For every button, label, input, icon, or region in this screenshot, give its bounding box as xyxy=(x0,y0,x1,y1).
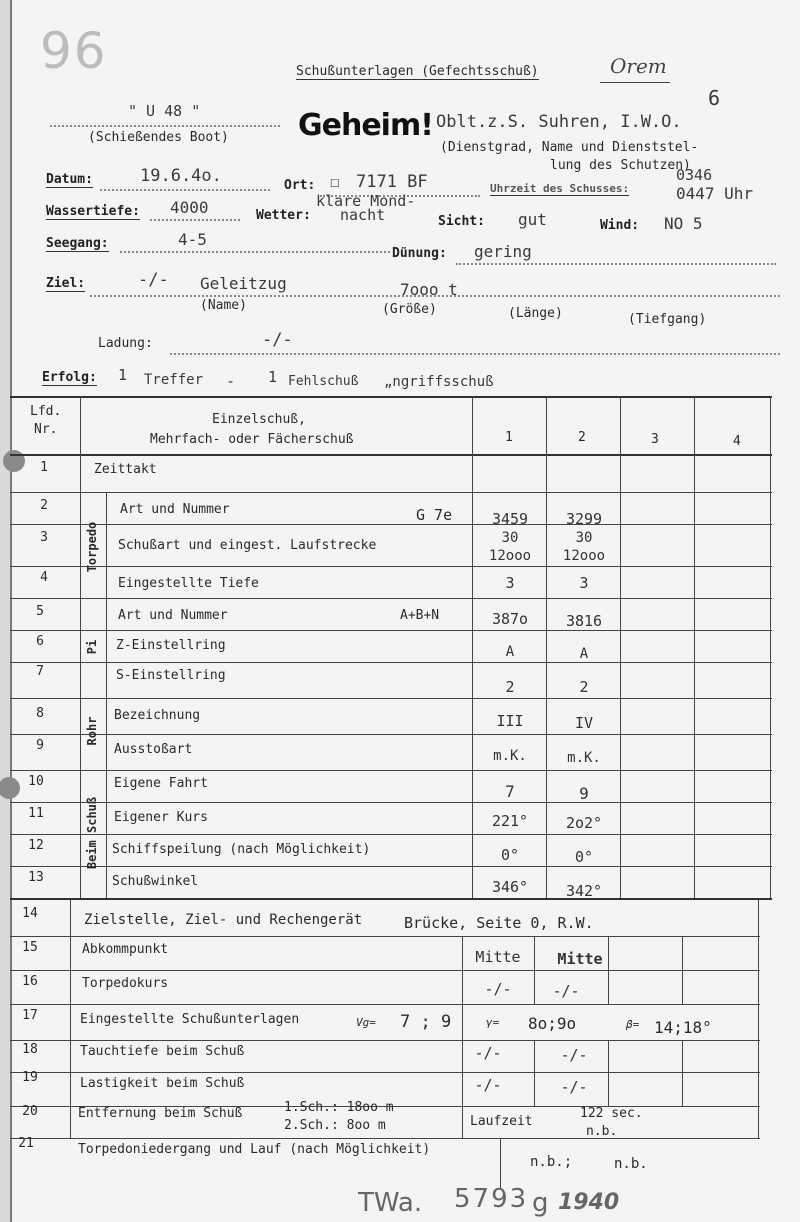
row-21-label: Torpedoniedergang und Lauf (nach Möglichkeit) xyxy=(78,1142,431,1157)
duenung-value: gering xyxy=(474,242,532,261)
row-6-col-2: A xyxy=(579,646,589,662)
wetter-label: Wetter: xyxy=(256,208,311,223)
row-rule-5 xyxy=(10,630,772,631)
row-18-label: Tauchtiefe beim Schuß xyxy=(80,1044,245,1059)
archive-stamp-number: 5793 xyxy=(454,1184,529,1214)
row-5-col-2: 3816 xyxy=(565,612,603,630)
lower-rule-1 xyxy=(462,936,463,1138)
row-8-label: Bezeichnung xyxy=(114,708,201,723)
row-rule-7 xyxy=(10,698,772,699)
row-rule-3 xyxy=(10,566,772,567)
officer-label-1: (Dienstgrad, Name und Dienststel- xyxy=(440,140,699,155)
erfolg-treffer: Treffer xyxy=(144,372,204,388)
row-rule-11 xyxy=(10,834,772,835)
row-4-col-1: 3 xyxy=(505,574,515,592)
seegang-label: Seegang: xyxy=(46,236,109,251)
erfolg-count-2: 1 xyxy=(268,368,278,386)
row-17-gamma: 8o;9o xyxy=(528,1014,577,1033)
row-3-col-1b: 12ooo xyxy=(488,548,532,564)
sicht-value: gut xyxy=(518,210,547,229)
row-rule-2 xyxy=(10,524,772,525)
row-13-no: 13 xyxy=(28,870,44,885)
row-2-label: Art und Nummer xyxy=(120,502,230,517)
col-rule-3 xyxy=(620,396,621,898)
row-20-laufzeit-label: Laufzeit xyxy=(470,1114,533,1129)
ort-label: Ort: xyxy=(284,178,316,193)
officer: Oblt.z.S. Suhren, I.W.O. xyxy=(436,112,682,132)
row-2-extra: G 7e xyxy=(416,506,453,524)
row-1-label: Zeittakt xyxy=(94,462,157,477)
wind-label: Wind: xyxy=(600,218,640,233)
col-rule-1 xyxy=(472,396,473,898)
row-20-laufzeit-2: n.b. xyxy=(586,1124,618,1139)
laenge-label: (Länge) xyxy=(508,306,563,321)
row-13-label: Schußwinkel xyxy=(112,874,199,889)
boat-name: " U 48 " xyxy=(128,102,201,120)
row-8-col-1: III xyxy=(496,712,524,730)
row-rule-15 xyxy=(10,970,760,971)
row-21-no: 21 xyxy=(18,1136,34,1151)
row-10-col-1: 7 xyxy=(505,782,515,801)
row-2-col-2: 3299 xyxy=(565,510,603,528)
row-rule-14 xyxy=(10,936,760,937)
erfolg-fehlschuss: Fehlschuß xyxy=(288,374,359,389)
row-20-laufzeit-1: 122 sec. xyxy=(580,1106,643,1121)
sicht-label: Sicht: xyxy=(438,214,485,229)
row-20-label: Entfernung beim Schuß xyxy=(78,1106,243,1121)
row-11-no: 11 xyxy=(28,806,44,821)
initials-rule xyxy=(600,82,670,83)
row-13-col-2: 342° xyxy=(565,882,603,900)
duenung-label: Dünung: xyxy=(392,246,447,261)
col-rule-group xyxy=(106,492,107,898)
wassertiefe-value: 4000 xyxy=(170,198,209,217)
ladung-label: Ladung: xyxy=(98,336,153,351)
row-2-col-1: 3459 xyxy=(491,510,529,528)
datum-label: Datum: xyxy=(46,172,93,187)
row-7-no: 7 xyxy=(36,664,44,679)
table-head-rule xyxy=(10,454,772,456)
row-4-label: Eingestellte Tiefe xyxy=(118,576,259,591)
row-15-col-2: Mitte xyxy=(557,950,603,968)
row-rule-4 xyxy=(10,598,772,599)
row-17-vg-label: Vg= xyxy=(356,1016,376,1029)
row-4-no: 4 xyxy=(40,570,48,585)
row-11-col-1: 221° xyxy=(491,812,529,830)
lower-rule-8 xyxy=(682,1040,683,1106)
officer-label-2: lung des Schutzen) xyxy=(550,158,691,173)
row-9-no: 9 xyxy=(36,738,44,753)
boat-dots xyxy=(50,124,280,127)
row-9-col-1: m.K. xyxy=(493,748,527,764)
page-number: 96 xyxy=(40,22,108,80)
geheim-stamp: Geheim! xyxy=(298,108,433,143)
row-5-no: 5 xyxy=(36,604,44,619)
row-15-label: Abkommpunkt xyxy=(82,942,169,957)
ladung-dots xyxy=(170,352,780,355)
row-3-col-2a: 30 xyxy=(575,530,593,546)
row-19-col-1: -/- xyxy=(474,1076,502,1094)
row-20-e2: 2.Sch.: 8oo m xyxy=(284,1118,386,1133)
row-rule-13 xyxy=(10,898,772,900)
row-18-col-2: -/- xyxy=(560,1046,588,1064)
head-col-2: 2 xyxy=(578,430,586,445)
row-19-label: Lastigkeit beim Schuß xyxy=(80,1076,245,1091)
row-rule-8 xyxy=(10,734,772,735)
ladung-value: -/- xyxy=(262,330,293,350)
ziel-groesse: 7ooo t xyxy=(400,280,458,299)
erfolg-dash: - xyxy=(226,372,236,390)
row-17-gamma-label: γ= xyxy=(486,1016,500,1029)
row-2-no: 2 xyxy=(40,498,48,513)
row-20-e1: 1.Sch.: 18oo m xyxy=(284,1100,394,1115)
boat-label: (Schießendes Boot) xyxy=(88,130,229,145)
row-rule-16 xyxy=(10,1004,760,1005)
lower-rule-9 xyxy=(500,1138,501,1188)
row-5-extra: A+B+N xyxy=(400,608,440,623)
row-17-label: Eingestellte Schußunterlagen xyxy=(80,1012,300,1027)
row-7-label: S-Einstellring xyxy=(116,668,226,683)
row-11-label: Eigener Kurs xyxy=(114,810,208,825)
group-rohr: Rohr xyxy=(85,716,99,746)
row-rule-20 xyxy=(10,1138,760,1139)
wetter-2: nacht xyxy=(340,206,386,224)
datum-dots xyxy=(100,188,270,191)
row-6-label: Z-Einstellring xyxy=(116,638,226,653)
row-15-no: 15 xyxy=(22,940,38,955)
ziel-dash: -/- xyxy=(138,270,169,290)
ort-square: ☐ xyxy=(330,172,340,191)
uhrzeit-1: 0346 xyxy=(676,166,713,184)
lower-rule-6 xyxy=(534,1040,535,1106)
wetter-1: klare Mond- xyxy=(316,192,416,210)
row-18-col-1: -/- xyxy=(474,1044,502,1062)
head-col-3: 3 xyxy=(651,432,659,447)
row-5-label: Art und Nummer xyxy=(118,608,228,623)
ziel-name: Geleitzug xyxy=(200,274,287,293)
row-1-no: 1 xyxy=(40,460,48,475)
row-6-col-1: A xyxy=(505,644,515,660)
uhrzeit-2: 0447 Uhr xyxy=(676,184,754,203)
datum-value: 19.6.4o. xyxy=(140,166,222,186)
row-3-label: Schußart und eingest. Laufstrecke xyxy=(118,538,377,553)
row-8-col-2: IV xyxy=(574,714,594,732)
row-17-beta-label: β= xyxy=(626,1018,640,1031)
row-19-col-2: -/- xyxy=(560,1078,588,1096)
col-rule-a xyxy=(80,396,81,898)
row-rule-1 xyxy=(10,492,772,493)
table-top-rule xyxy=(10,396,772,398)
row-14-label: Zielstelle, Ziel- und Rechengerät xyxy=(84,912,363,928)
row-21-col-2: n.b. xyxy=(614,1156,648,1172)
row-13-col-1: 346° xyxy=(491,878,529,896)
row-4-col-2: 3 xyxy=(579,574,589,592)
row-21-col-1: n.b.; xyxy=(530,1154,573,1170)
duenung-dots xyxy=(456,262,776,265)
row-rule-10 xyxy=(10,802,772,803)
head-lfd-2: Nr. xyxy=(34,422,58,437)
row-8-no: 8 xyxy=(36,706,44,721)
row-19-no: 19 xyxy=(22,1070,38,1085)
ziel-dots xyxy=(90,294,780,297)
group-torpedo: Torpedo xyxy=(85,521,99,573)
row-12-col-2: 0° xyxy=(574,848,594,866)
row-3-col-1a: 30 xyxy=(501,530,519,546)
row-17-vg: 7 ; 9 xyxy=(400,1012,452,1032)
row-17-no: 17 xyxy=(22,1008,38,1023)
head-desc-2: Mehrfach- oder Fächerschuß xyxy=(150,432,354,447)
group-pi: Pi xyxy=(85,639,99,655)
row-10-col-2: 9 xyxy=(579,784,589,803)
head-col-4: 4 xyxy=(733,434,741,449)
initials: Orem xyxy=(610,54,667,78)
ort-value: 7171 BF xyxy=(356,172,428,192)
row-6-no: 6 xyxy=(36,634,44,649)
wassertiefe-label: Wassertiefe: xyxy=(46,204,140,219)
row-rule-18 xyxy=(10,1072,760,1073)
row-18-no: 18 xyxy=(22,1042,38,1057)
row-20-no: 20 xyxy=(22,1104,38,1119)
seegang-value: 4-5 xyxy=(178,230,207,249)
wind-value: NO 5 xyxy=(664,214,703,233)
row-15-col-1: Mitte xyxy=(475,948,521,966)
uhrzeit-label: Uhrzeit des Schusses: xyxy=(490,182,630,195)
sheet-number: 6 xyxy=(708,86,721,110)
col-rule-2 xyxy=(546,396,547,898)
row-16-col-1: -/- xyxy=(484,980,512,998)
erfolg-label: Erfolg: xyxy=(42,370,97,385)
row-17-beta: 14;18° xyxy=(654,1018,712,1037)
head-lfd-1: Lfd. xyxy=(30,404,62,419)
row-rule-9 xyxy=(10,770,772,771)
row-10-no: 10 xyxy=(28,774,44,789)
row-16-no: 16 xyxy=(22,974,38,989)
row-rule-17 xyxy=(10,1040,760,1041)
row-rule-12 xyxy=(10,866,772,867)
lower-rule-a xyxy=(70,898,71,1138)
head-col-1: 1 xyxy=(505,430,513,445)
head-desc-1: Einzelschuß, xyxy=(212,412,306,427)
row-16-label: Torpedokurs xyxy=(82,976,169,991)
row-3-col-2b: 12ooo xyxy=(562,548,606,564)
groesse-label: (Größe) xyxy=(382,302,437,317)
row-9-label: Ausstoßart xyxy=(114,742,193,757)
row-14-extra: Brücke, Seite 0, R.W. xyxy=(404,914,594,932)
group-beim-schuss: Beim Schuß xyxy=(85,796,99,870)
seegang-dots xyxy=(120,250,390,253)
row-16-col-2: -/- xyxy=(552,982,580,1000)
lower-rule-5 xyxy=(758,898,759,1138)
row-14-no: 14 xyxy=(22,906,38,921)
archive-stamp-prefix: TWa. xyxy=(358,1188,423,1218)
row-7-col-1: 2 xyxy=(505,678,515,696)
archive-stamp-suffix: g xyxy=(532,1188,549,1218)
row-rule-6 xyxy=(10,662,772,663)
row-9-col-2: m.K. xyxy=(567,750,601,766)
row-11-col-2: 2o2° xyxy=(565,814,603,832)
form-title: Schußunterlagen (Gefechtsschuß) xyxy=(296,64,539,79)
row-12-no: 12 xyxy=(28,838,44,853)
col-rule-5 xyxy=(770,396,771,898)
row-10-label: Eigene Fahrt xyxy=(114,776,208,791)
erfolg-angriff: „ngriffsschuß xyxy=(384,374,494,390)
row-7-col-2: 2 xyxy=(579,678,589,696)
row-5-col-1: 387o xyxy=(491,610,529,628)
row-3-no: 3 xyxy=(40,530,48,545)
name-label: (Name) xyxy=(200,298,247,313)
row-12-col-1: 0° xyxy=(500,846,520,864)
tiefgang-label: (Tiefgang) xyxy=(628,312,707,327)
archive-stamp-year: 1940 xyxy=(558,1190,620,1215)
wassertiefe-dots xyxy=(150,218,240,221)
erfolg-count-1: 1 xyxy=(118,366,128,384)
col-rule-4 xyxy=(694,396,695,898)
row-12-label: Schiffspeilung (nach Möglichkeit) xyxy=(112,842,371,857)
ziel-label: Ziel: xyxy=(46,276,86,291)
